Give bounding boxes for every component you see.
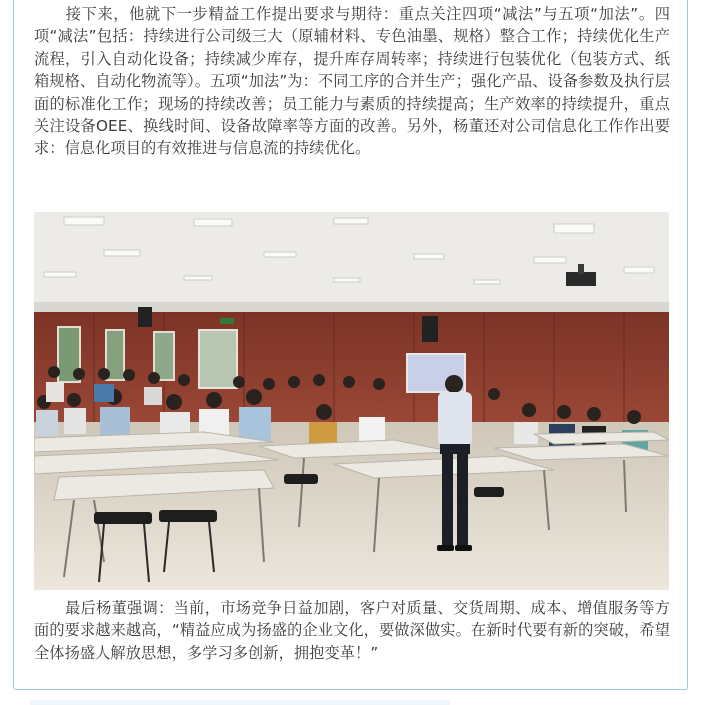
next-section-edge [30, 700, 450, 705]
door [199, 330, 237, 388]
article-paragraph-intro: 接下来，他就下一步精益工作提出要求与期待：重点关注四项“减法”与五项“加法”。四项“减法”包括：持续进行公司级三大（原辅材料、专色油墨、规格）整合工作；持续优化生产流程，引入自动化设备；持续减少库存，提升库存周转率；持续进行包装优化（包装方式、纸箱规格、自动化物流等）。五项“加法”为：不同工序的合并生产；强化产品、设备参数及执行层面的标准化工作；现场的持续改善；员工能力与素质的持续提高；生产效率的持续提升，重点关注设备OEE、换线时间、设备故障率等方面的改善。另外，杨董还对公司信息化工作作出要求：信息化项目的有效推进与信息流的持续优化。 [34, 5, 670, 158]
projector [566, 272, 596, 286]
meeting-photo [34, 212, 669, 590]
back-wall [34, 312, 669, 422]
article-paragraph-closing: 最后杨董强调：当前，市场竞争日益加剧，客户对质量、交货周期、成本、增值服务等方面的要求越来越高，“精益应成为扬盛的企业文化，要做深做实。在新时代要有新的突破，希望全体扬盛人解放思想，多学习多创新，拥抱变革！” [34, 599, 670, 662]
